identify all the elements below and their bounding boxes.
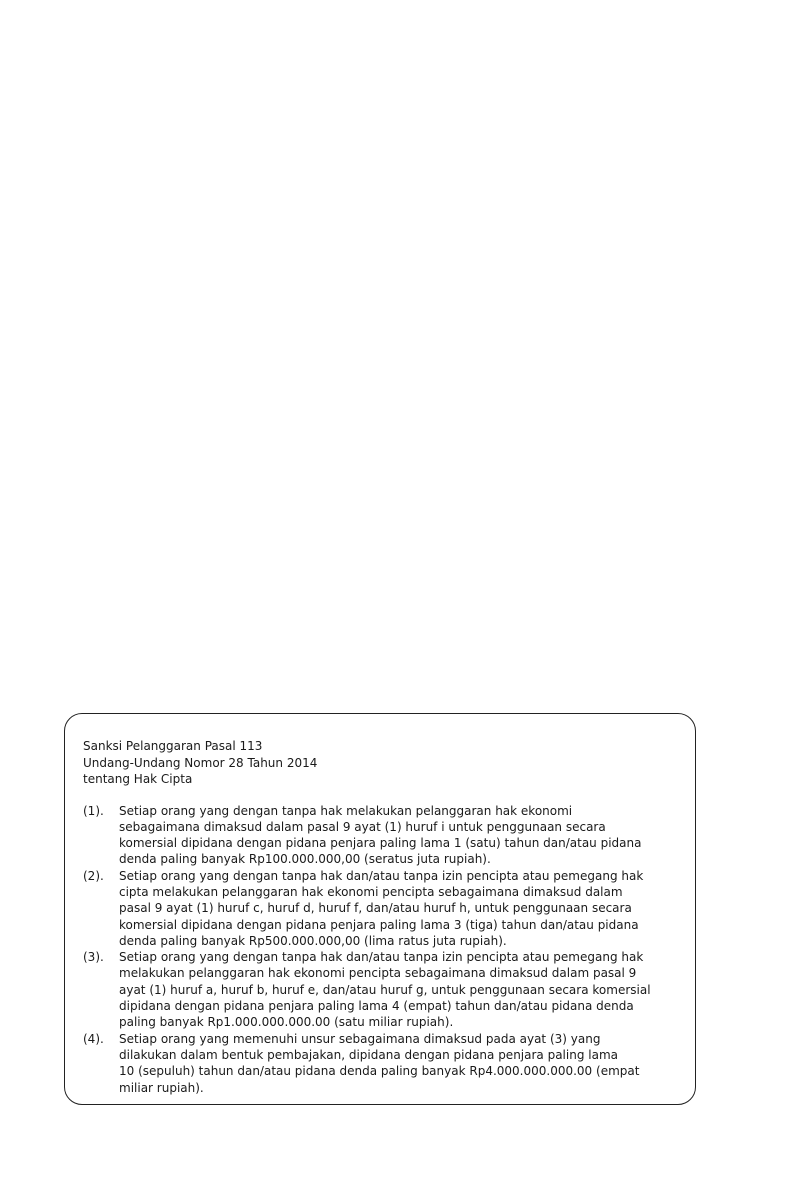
notice-heading-sanction-line: Sanksi Pelanggaran Pasal 113 — [83, 739, 263, 753]
notice-heading-law-line: Undang-Undang Nomor 28 Tahun 2014 — [83, 755, 318, 770]
clause-item — [83, 949, 677, 1030]
clause-list — [83, 803, 677, 1096]
notice-heading-topic-line: tentang Hak Cipta — [83, 772, 193, 786]
copyright-notice-box — [64, 713, 696, 1105]
clause-text: Setiap orang yang memenuhi unsur sebagaimana dimaksud pada ayat (3) yang dilakukan dalam bentuk pembajakan, dipidana dengan pidana penjara paling lama 10 (sepuluh) tahun dan/atau pidana denda paling banyak Rp4.000.000.000.00 (empat miliar rupiah). — [119, 1031, 640, 1095]
clause-text: Setiap orang yang dengan tanpa hak dan/atau tanpa izin pencipta atau pemegang hak cipta melakukan pelanggaran hak ekonomi pencipta sebagaimana dimaksud dalam pasal 9 ayat (1) huruf c, huruf d, huruf f, dan/atau huruf h, untuk penggunaan secara komersial dipidana dengan pidana penjara paling lama 3 (tiga) tahun dan/atau pidana denda paling banyak Rp500.000.000,00 (lima ratus juta rupiah). — [119, 868, 644, 948]
clause-item — [83, 868, 677, 949]
clause-number: (4). — [83, 1031, 104, 1046]
clause-number: (2). — [83, 868, 104, 883]
clause-text: Setiap orang yang dengan tanpa hak melakukan pelanggaran hak ekonomi sebagaimana dimaksud dalam pasal 9 ayat (1) huruf i untuk penggunaan secara komersial dipidana dengan pidana penjara paling lama 1 (satu) tahun dan/atau pidana denda paling banyak Rp100.000.000,00 (seratus juta rupiah). — [119, 803, 642, 867]
clause-item — [83, 1031, 677, 1096]
notice-heading — [83, 738, 677, 788]
clause-number: (3). — [83, 950, 104, 965]
clause-item — [83, 803, 677, 868]
clause-number: (1). — [83, 803, 104, 818]
clause-text: Setiap orang yang dengan tanpa hak dan/atau tanpa izin pencipta atau pemegang hak melakukan pelanggaran hak ekonomi pencipta sebagaimana dimaksud dalam pasal 9 ayat (1) huruf a, huruf b, huruf e, dan/atau huruf g, untuk penggunaan secara komersial dipidana dengan pidana penjara paling lama 4 (empat) tahun dan/atau pidana denda paling banyak Rp1.000.000.000.00 (satu miliar rupiah). — [119, 950, 651, 1030]
